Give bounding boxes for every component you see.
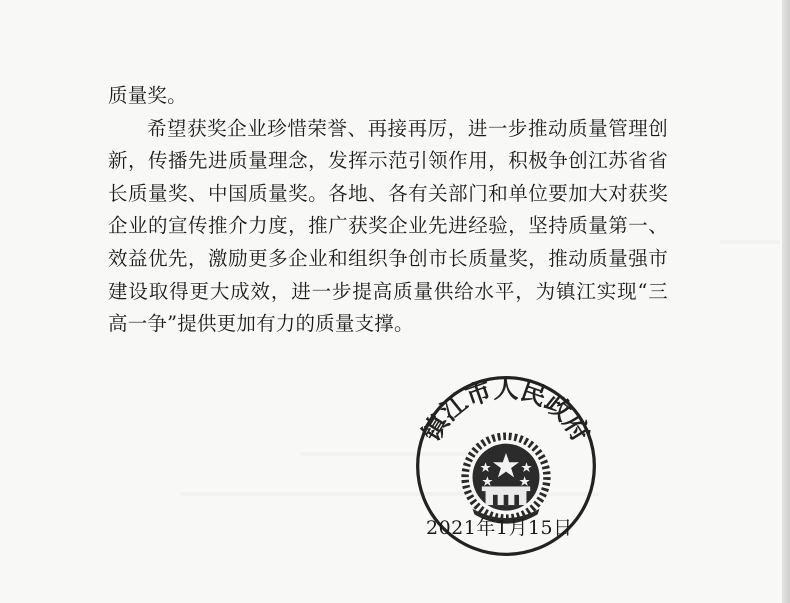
- issue-date: 2021年1月15日: [426, 517, 573, 539]
- national-emblem: [465, 436, 547, 523]
- bleed-through-mark: [720, 240, 780, 244]
- paragraph-continuation: 质量奖。: [108, 84, 187, 107]
- page-edge: [782, 0, 790, 603]
- document-body: [108, 80, 668, 341]
- paragraph-main: 希望获奖企业珍惜荣誉、再接再厉，进一步推动质量管理创新，传播先进质量理念，发挥示范引领作用，积极争创江苏省省长质量奖、中国质量奖。各地、各有关部门和单位要加大对获奖企业的宣传推介力度，推广获奖企业先进经验，坚持质量第一、效益优先，激励更多企业和组织争创市长质量奖，推动质量强市建设取得更大成效，进一步提高质量供给水平，为镇江实现“三高一争”提供更加有力的质量支撑。: [108, 116, 668, 336]
- svg-text:镇江市人民政府: [416, 373, 596, 446]
- seal-text: 镇江市人民政府: [415, 373, 597, 447]
